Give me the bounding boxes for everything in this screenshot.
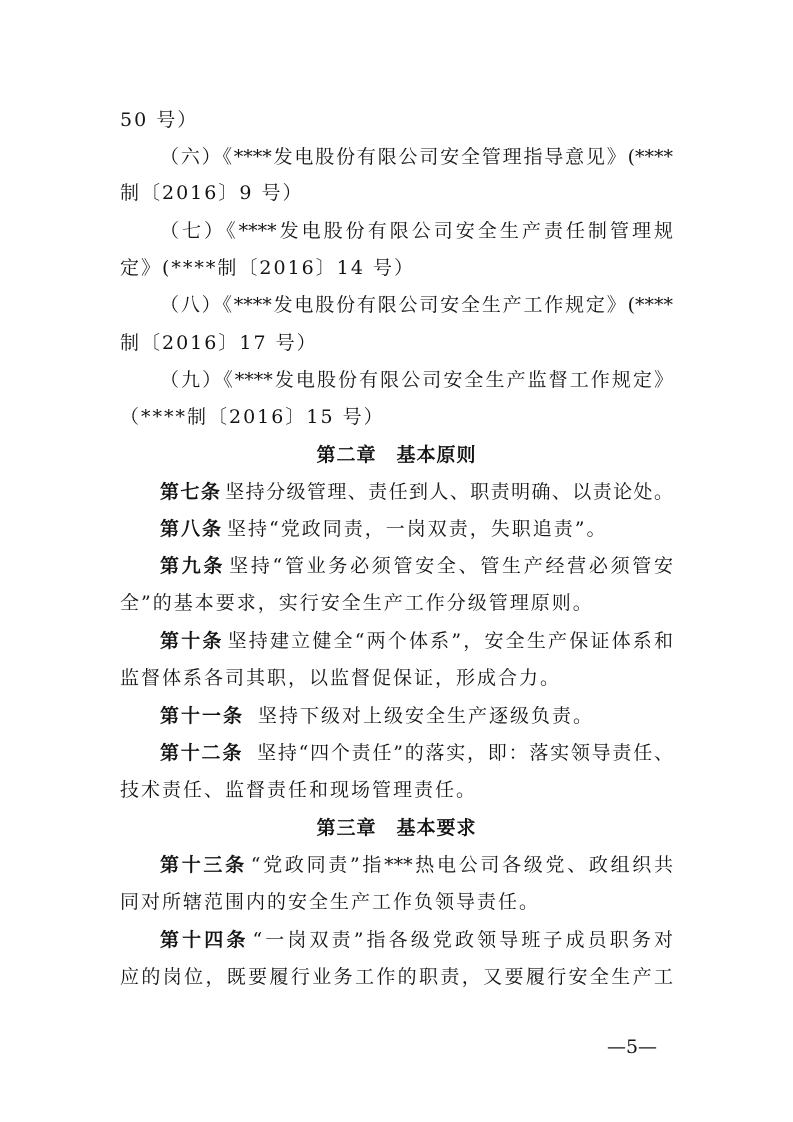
reference-continuation: 50 号） [120,109,199,131]
page-number: —5— [606,1036,658,1058]
article-7-label: 第七条 [160,481,222,503]
chapter-2-title: 第二章 基本原则 [316,444,477,466]
article-10 [160,629,673,653]
article-12-text-line-2: 技术责任、监督责任和现场管理责任。 [120,779,478,801]
article-11-label: 第十一条 [160,705,245,727]
article-13-text-line-1: “党政同责”指***热电公司各级党、政组织共 [250,854,673,876]
reference-6-line-2: 制〔2016〕9 号） [120,182,304,204]
reference-8-line-2: 制〔2016〕17 号） [120,332,318,354]
article-9-text-line-2: 全”的基本要求，实行安全生产工作分级管理原则。 [120,592,594,614]
article-8-text: 坚持“党政同责，一岗双责，失职追责”。 [227,518,608,540]
article-11-text: 坚持下级对上级安全生产逐级负责。 [258,705,595,727]
article-12 [160,741,673,765]
article-10-label: 第十条 [160,630,224,652]
article-12-label: 第十二条 [160,742,244,764]
article-8 [160,517,673,541]
article-9-label: 第九条 [160,555,226,577]
article-8-label: 第八条 [160,518,224,540]
reference-9-line-1: （九）《****发电股份有限公司安全生产监督工作规定》 [160,369,673,391]
reference-8-line-1: （八）《****发电股份有限公司安全生产工作规定》(**** [160,294,673,316]
article-12-text-line-1: 坚持“四个责任”的落实，即：落实领导责任、 [257,742,673,764]
reference-7-line-2: 定》(****制〔2016〕14 号） [120,257,415,279]
article-13-text-line-2: 同对所辖范围内的安全生产工作负领导责任。 [120,891,541,913]
article-10-text-line-2: 监督体系各司其职，以监督促保证，形成合力。 [120,667,562,689]
chapter-3-title: 第三章 基本要求 [316,817,477,839]
article-14-text-line-2: 应的岗位，既要履行业务工作的职责，又要履行安全生产工 [120,966,673,988]
reference-9-line-2: （****制〔2016〕15 号） [120,406,385,428]
article-14 [160,928,673,952]
reference-7-line-1: （七）《****发电股份有限公司安全生产责任制管理规 [160,220,673,242]
reference-6-line-1: （六）《****发电股份有限公司安全管理指导意见》(**** [160,146,673,168]
article-13-label: 第十三条 [160,854,247,876]
article-10-text-line-1: 坚持建立健全“两个体系”，安全生产保证体系和 [227,630,673,652]
article-7-text: 坚持分级管理、责任到人、职责明确、以责论处。 [225,481,673,503]
article-13 [160,853,673,877]
article-14-label: 第十四条 [160,929,249,951]
article-9 [160,554,673,578]
article-14-text-line-1: “一岗双责”指各级党政领导班子成员职务对 [252,929,673,951]
article-11 [160,704,673,728]
article-7 [160,480,673,504]
article-9-text-line-1: 坚持“管业务必须管安全、管生产经营必须管安 [229,555,673,577]
